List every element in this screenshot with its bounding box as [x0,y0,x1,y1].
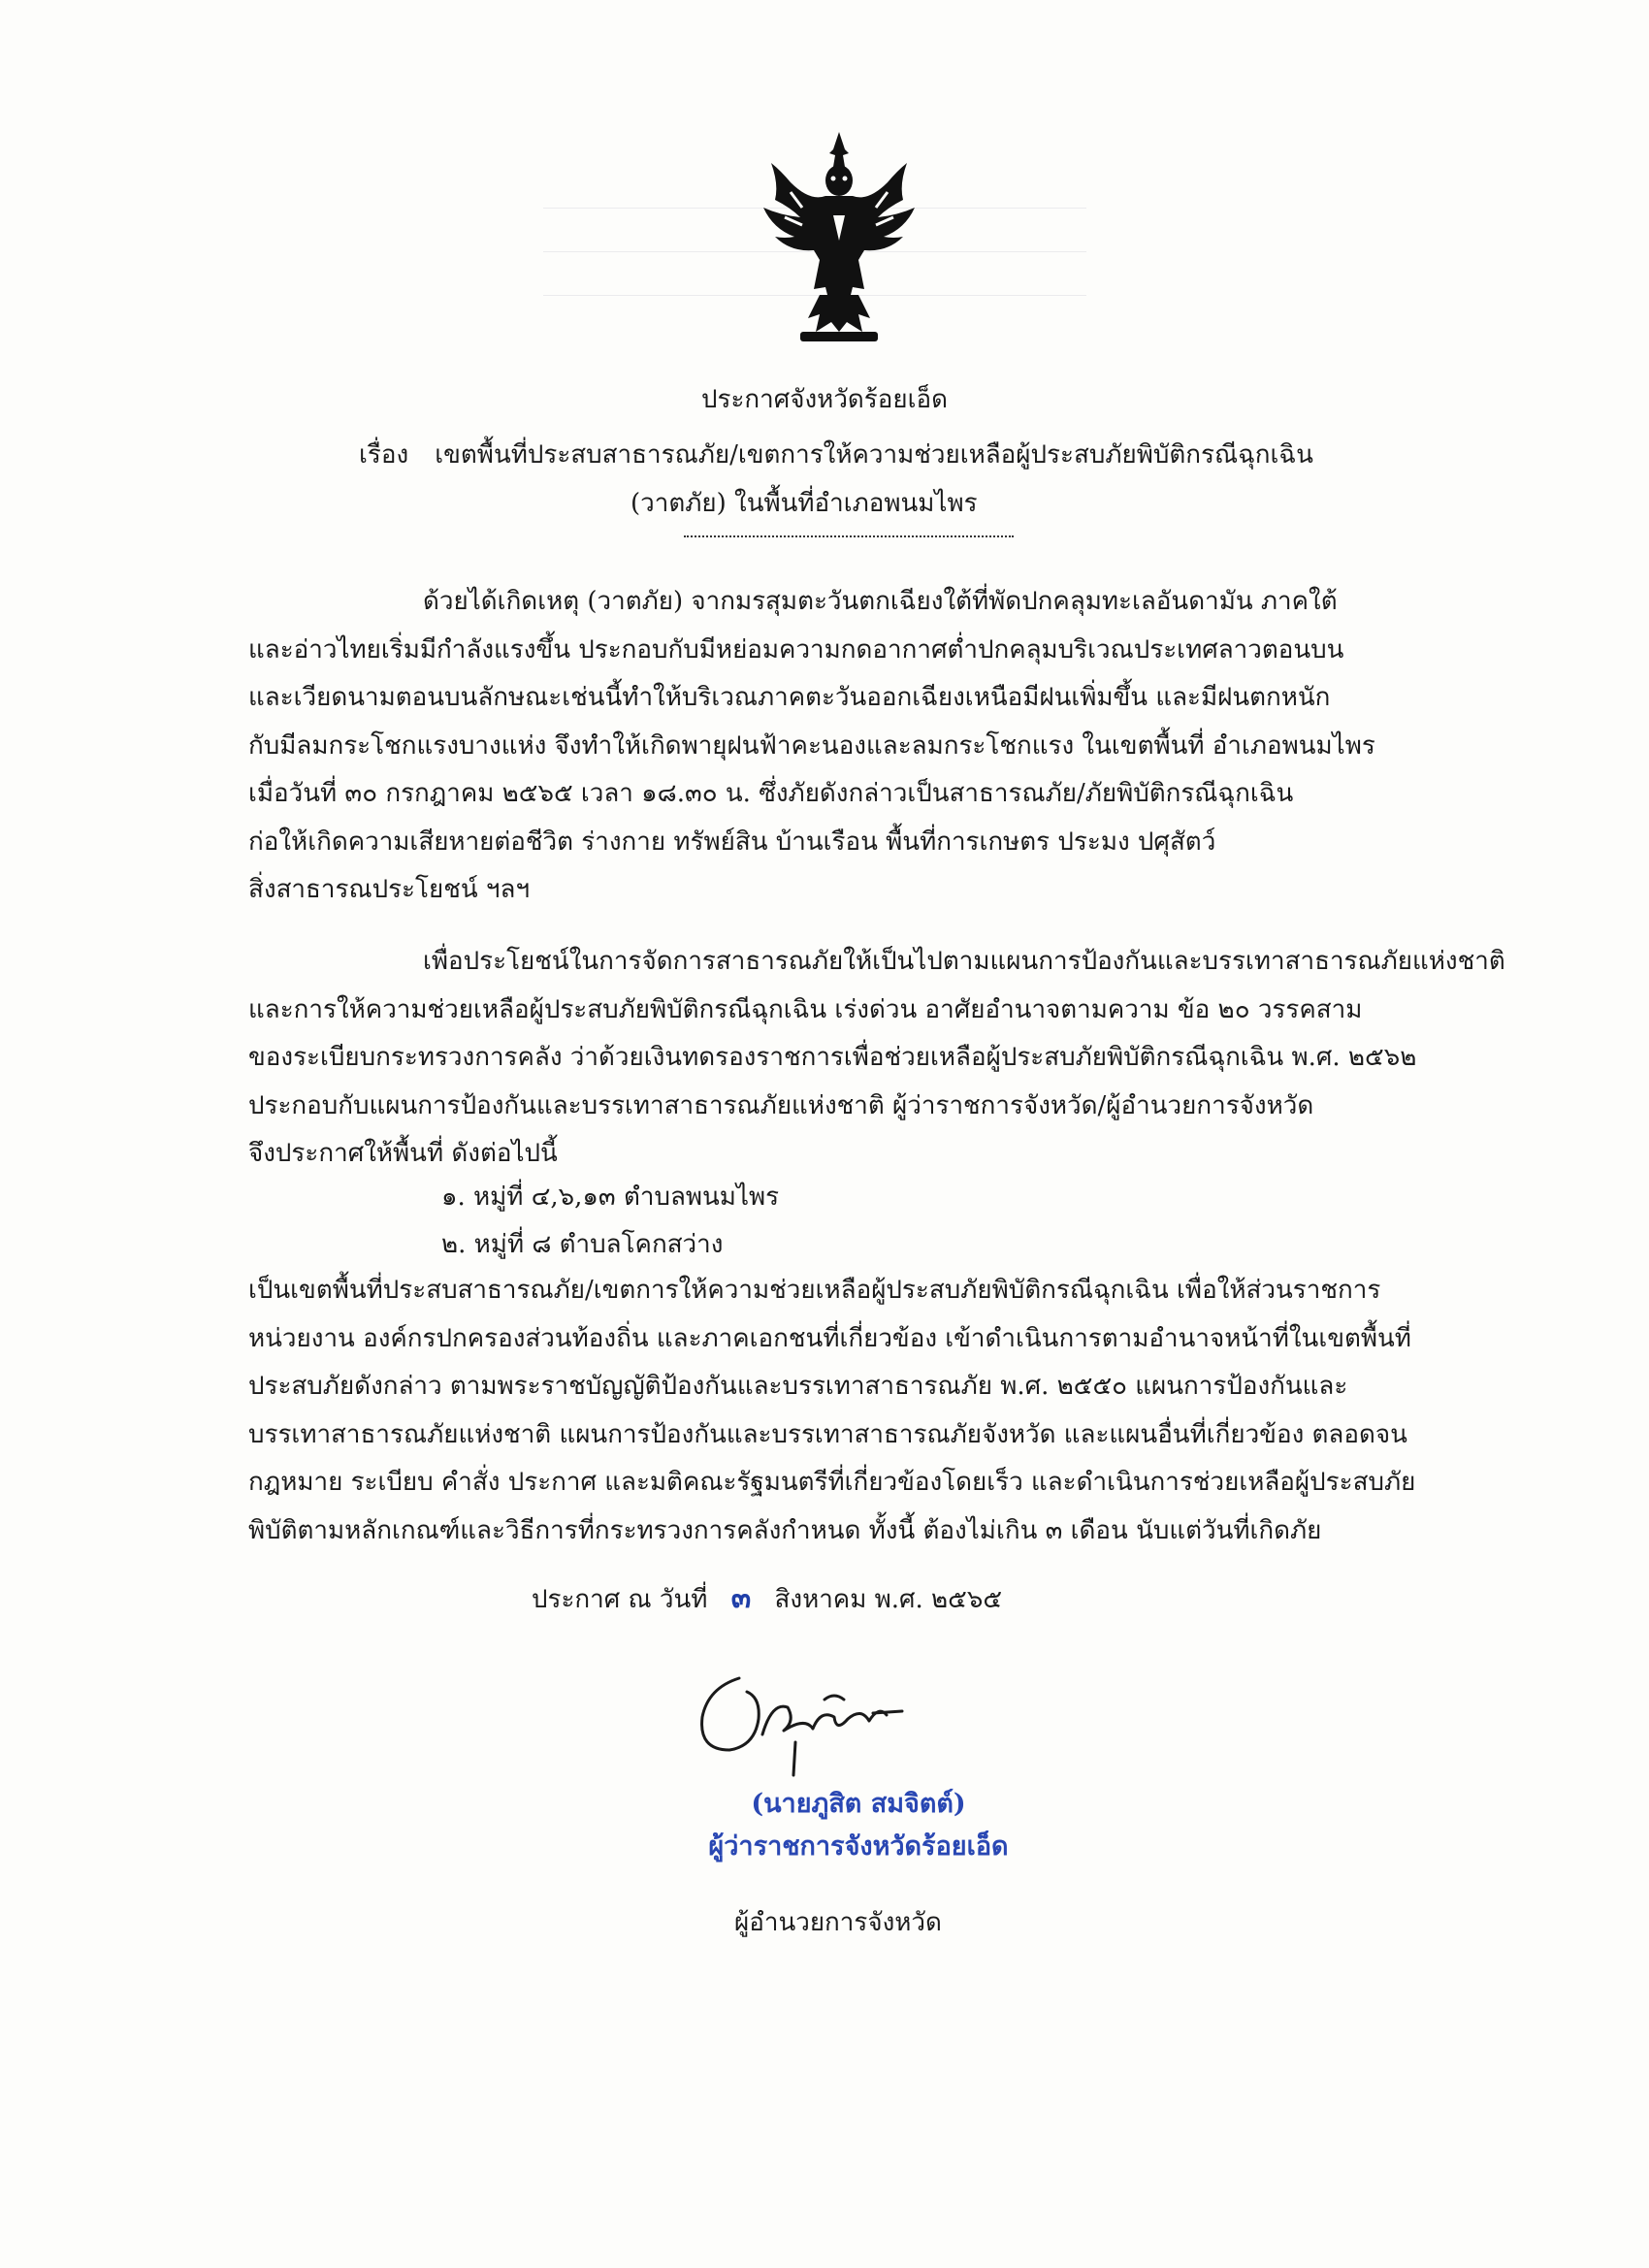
document-title: ประกาศจังหวัดร้อยเอ็ด [700,385,949,414]
paragraph-line: ก่อให้เกิดความเสียหายต่อชีวิต ร่างกาย ทรัพย์สิน บ้านเรือน พื้นที่การเกษตร ประมง ปศุสัตว์ [248,826,1216,857]
paragraph-line: และการให้ความช่วยเหลือผู้ประสบภัยพิบัติกรณีฉุกเฉิน เร่งด่วน อาศัยอำนาจตามความ ข้อ ๒๐ วรรคสาม [248,994,1363,1024]
paragraph-line: กฎหมาย ระเบียบ คำสั่ง ประกาศ และมติคณะรัฐมนตรีที่เกี่ยวข้องโดยเร็ว และดำเนินการช่วยเหลือผู้ประสบภัย [248,1468,1416,1497]
list-item: ๑. หมู่ที่ ๔,๖,๑๓ ตำบลพนมไพร [441,1183,780,1212]
paragraph-line: สิ่งสาธารณประโยชน์ ฯลฯ [248,875,531,904]
secondary-position: ผู้อำนวยการจังหวัด [734,1908,942,1937]
document-subject [359,431,1329,528]
handwritten-signature [679,1649,970,1804]
paragraph-line: และอ่าวไทยเริ่มมีกำลังแรงขึ้น ประกอบกับมีหย่อมความกดอากาศต่ำปกคลุมบริเวณประเทศลาวตอนบน [248,634,1344,664]
subject-line-1: เขตพื้นที่ประสบสาธารณภัย/เขตการให้ความช่วยเหลือผู้ประสบภัยพิบัติกรณีฉุกเฉิน [435,440,1313,470]
paragraph-line: เพื่อประโยชน์ในการจัดการสาธารณภัยให้เป็นไปตามแผนการป้องกันและบรรเทาสาธารณภัยแห่งชาติ [423,947,1505,976]
paragraph-line: เป็นเขตพื้นที่ประสบสาธารณภัย/เขตการให้ความช่วยเหลือผู้ประสบภัยพิบัติกรณีฉุกเฉิน เพื่อให้ส่วนราชการ [248,1276,1381,1305]
paragraph-line: บรรเทาสาธารณภัยแห่งชาติ แผนการป้องกันและบรรเทาสาธารณภัยจังหวัด และแผนอื่นที่เกี่ยวข้อง ตลอดจน [248,1419,1407,1449]
area-list [441,1174,779,1269]
paragraph-line: หน่วยงาน องค์กรปกครองส่วนท้องถิ่น และภาคเอกชนที่เกี่ยวข้อง เข้าดำเนินการตามอำนาจหน้าที่ในเขตพื้นที่ [248,1323,1411,1353]
garuda-emblem-icon [752,124,926,347]
paragraph-3 [248,1267,1451,1555]
signer-name: (นายภูสิต สมจิตต์) [751,1789,966,1819]
announcement-date [532,1579,1002,1619]
subject-label: เรื่อง [359,440,409,470]
subject-line-2: (วาตภัย) ในพื้นที่อำเภอพนมไพร [630,489,978,518]
paragraph-line: พิบัติตามหลักเกณฑ์และวิธีการที่กระทรวงการคลังกำหนด ทั้งนี้ ต้องไม่เกิน ๓ เดือน นับแต่วันที่เกิดภัย [248,1515,1322,1545]
paragraph-line: จึงประกาศให้พื้นที่ ดังต่อไปนี้ [248,1139,558,1168]
paragraph-line: และเวียดนามตอนบนลักษณะเช่นนี้ทำให้บริเวณภาคตะวันออกเฉียงเหนือมีฝนเพิ่มขึ้น และมีฝนตกหนัก [248,683,1331,712]
paragraph-line: ด้วยได้เกิดเหตุ (วาตภัย) จากมรสุมตะวันตกเฉียงใต้ที่พัดปกคลุมทะเลอันดามัน ภาคใต้ [423,587,1338,616]
date-prefix: ประกาศ ณ วันที่ [532,1585,708,1614]
signer-position: ผู้ว่าราชการจังหวัดร้อยเอ็ด [708,1831,1009,1862]
paragraph-line: ของระเบียบกระทรวงการคลัง ว่าด้วยเงินทดรองราชการเพื่อช่วยเหลือผู้ประสบภัยพิบัติกรณีฉุกเฉิน พ.ศ. ๒๕๖๒ [248,1043,1417,1072]
paragraph-2 [248,938,1505,1179]
paragraph-line: เมื่อวันที่ ๓๐ กรกฎาคม ๒๕๖๕ เวลา ๑๘.๓๐ น. ซึ่งภัยดังกล่าวเป็นสาธารณภัย/ภัยพิบัติกรณีฉุกเฉิน [248,779,1294,808]
list-item: ๒. หมู่ที่ ๘ ตำบลโคกสว่าง [441,1230,724,1259]
paragraph-line: ประกอบกับแผนการป้องกันและบรรเทาสาธารณภัยแห่งชาติ ผู้ว่าราชการจังหวัด/ผู้อำนวยการจังหวัด [248,1090,1314,1120]
date-day-handwritten: ๓ [730,1581,752,1615]
signer-block [684,1783,1033,1868]
date-rest: สิงหาคม พ.ศ. ๒๕๖๕ [774,1585,1003,1614]
paragraph-1 [248,578,1451,915]
paragraph-line: กับมีลมกระโชกแรงบางแห่ง จึงทำให้เกิดพายุฝนฟ้าคะนองและลมกระโชกแรง ในเขตพื้นที่ อำเภอพนมไพร [248,730,1375,761]
dotted-divider [684,535,1014,537]
paragraph-line: ประสบภัยดังกล่าว ตามพระราชบัญญัติป้องกันและบรรเทาสาธารณภัย พ.ศ. ๒๕๕๐ แผนการป้องกันและ [248,1372,1348,1401]
